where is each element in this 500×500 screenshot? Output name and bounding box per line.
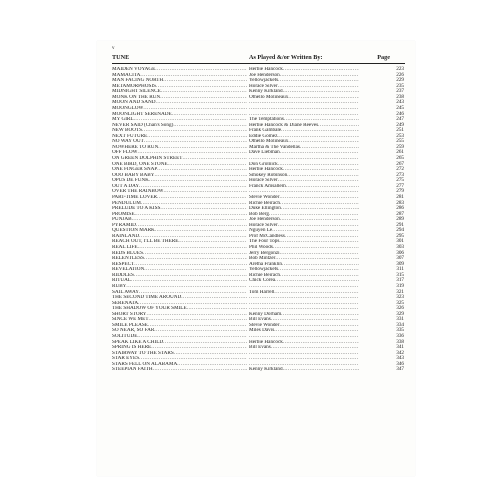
tune-title: REACH OUT, I'LL BE THERE ..... — [112, 239, 247, 245]
tune-artist: Horace Silver ..... — [249, 178, 359, 184]
tune-page-number: 261 — [387, 150, 404, 156]
tune-title: PENDULUM ..... — [112, 201, 247, 207]
tune-page-number: 311 — [387, 267, 404, 273]
tune-artist: Don Grolnick ..... — [249, 162, 359, 168]
tune-page-number: 272 — [387, 167, 404, 173]
tune-title: REAL LIFE ..... — [112, 245, 247, 251]
tune-page-number: 287 — [387, 212, 404, 218]
tune-title: STARS FELL ON ALABAMA ..... — [112, 362, 247, 368]
tune-page-number: 317 — [387, 278, 404, 284]
tune-title: MONK ON THE RUN ..... — [112, 95, 247, 101]
tune-page-number: 277 — [387, 184, 404, 190]
tune-page-number: 307 — [387, 256, 404, 262]
tune-artist: Kenny Kirkland ..... — [249, 89, 359, 95]
tune-artist: Othello Molineaux ..... — [249, 95, 359, 101]
tune-artist: Joe Henderson ..... — [249, 73, 359, 79]
tune-artist: Stevie Wonder ..... — [249, 195, 359, 201]
tune-artist: Horace Silver ..... — [249, 84, 359, 90]
tune-title: MAIDEN VOYAGE ..... — [112, 67, 247, 73]
tune-title: ONE BIRD, ONE STONE ..... — [112, 162, 247, 168]
tune-title: STAR EYES ..... — [112, 356, 247, 362]
tune-artist: Bob Berg ..... — [249, 212, 359, 218]
tune-artist: Othello Molineaux ..... — [249, 139, 359, 145]
tune-artist: Eddie Gomez ..... — [249, 134, 359, 140]
header-played-by: As Played &/or Written By: — [249, 54, 323, 61]
tune-title: SMILE PLEASE ..... — [112, 323, 247, 329]
tune-page-number: 226 — [387, 73, 404, 79]
tune-title: RELENTLESS ..... — [112, 256, 247, 262]
tune-page-number: 259 — [387, 145, 404, 151]
tune-artist: Chick Corea ..... — [249, 278, 359, 284]
tune-page-number: 294 — [387, 228, 404, 234]
tune-page-number: 247 — [387, 117, 404, 123]
tune-page-number: 237 — [387, 89, 404, 95]
tune-title: MOONGLOW ..... — [112, 106, 247, 112]
tune-page-number: 253 — [387, 134, 404, 140]
tune-page-number: 289 — [387, 217, 404, 223]
header-rule — [112, 63, 405, 64]
tune-title: OUT A DAY ..... — [112, 184, 247, 190]
tune-title: OFF FLOW ..... — [112, 150, 247, 156]
tune-title: PRELUDE TO A KISS ..... — [112, 206, 247, 212]
tune-page-number: 249 — [387, 123, 404, 129]
tune-artist: Herbie Hancock ..... — [249, 167, 359, 173]
tune-page-number: 342 — [387, 351, 404, 357]
tune-artist: Jerry Bergonzi ..... — [249, 251, 359, 257]
tune-title: ONE FINGER SNAP ..... — [112, 167, 247, 173]
tune-page-number: 267 — [387, 162, 404, 168]
tune-artist: Duke Ellington ..... — [249, 206, 359, 212]
tune-title: MIDNIGHT SILENCE ..... — [112, 89, 247, 95]
tune-title: QUESTION MARK ..... — [112, 228, 247, 234]
tune-artist: Yellowjackets ..... — [249, 78, 359, 84]
tune-title: MOON AND SAND ..... — [112, 100, 247, 106]
tune-page-number: 283 — [387, 201, 404, 207]
tune-page-number: 223 — [387, 67, 404, 73]
tune-title: SPRING IS HERE ..... — [112, 345, 247, 351]
tune-page-number: 246 — [387, 112, 404, 118]
tune-page-number: 273 — [387, 173, 404, 179]
tune-artist: The Temptations ..... — [249, 117, 359, 123]
tune-artist: Richie Beirach ..... — [249, 201, 359, 207]
tune-title: RESPECT ..... — [112, 262, 247, 268]
tune-page-number: 306 — [387, 251, 404, 257]
tune-artist: Nguyen Le ..... — [249, 228, 359, 234]
tune-page-number: 245 — [387, 106, 404, 112]
tune-title: OOO BABY BABY ..... — [112, 173, 247, 179]
tune-page-number: 229 — [387, 78, 404, 84]
tune-title: REDS BLUES ..... — [112, 251, 247, 257]
tune-page-number: 301 — [387, 239, 404, 245]
tune-title: NEW BOOTS ..... — [112, 128, 247, 134]
tune-page-number: 255 — [387, 139, 404, 145]
tune-artist: Bill Evans ..... — [249, 345, 359, 351]
tune-page-number: 286 — [387, 206, 404, 212]
tune-title: OVER THE RAINBOW ..... — [112, 189, 247, 195]
tune-artist: Stevie Wonder ..... — [249, 323, 359, 329]
tune-page-number: 329 — [387, 312, 404, 318]
tune-title: PROMISE ..... — [112, 212, 247, 218]
tune-page-number: 346 — [387, 362, 404, 368]
tune-title: PUNJAB ..... — [112, 217, 247, 223]
tune-page-number: 321 — [387, 290, 404, 296]
header-tune: TUNE — [112, 54, 130, 61]
tune-title: SPEAK LIKE A CHILD ..... — [112, 340, 247, 346]
tune-page-number: 309 — [387, 262, 404, 268]
tune-artist: Bill Evans ..... — [249, 317, 359, 323]
tune-title: SAIL AWAY ..... — [112, 290, 247, 296]
tune-page-number: 319 — [387, 284, 404, 290]
tune-title: OPUS DE FUNK ..... — [112, 178, 247, 184]
tune-title: MOONLIGHT SERENADE ..... — [112, 112, 247, 118]
tune-artist: Prof McCandless ..... — [249, 234, 359, 240]
tune-title: SINCE WE MET ..... — [112, 317, 247, 323]
tune-artist: Tom Harrell ..... — [249, 290, 359, 296]
header-page: Page — [377, 54, 390, 61]
tune-title: NEVER SAID (Chan's Song) ..... — [112, 123, 247, 129]
tune-title: REVELATION ..... — [112, 267, 247, 273]
tune-title: PYRAMID ..... — [112, 223, 247, 229]
tune-title: MAMACITA ..... — [112, 73, 247, 79]
tune-page-number: 343 — [387, 356, 404, 362]
tune-page-number: 279 — [387, 189, 404, 195]
tune-page-number: 325 — [387, 301, 404, 307]
tune-title: MAN FACING NORTH ..... — [112, 78, 247, 84]
tune-title: THE SHADOW OF YOUR SMILE ..... — [112, 306, 247, 312]
tune-title: RITUAL ..... — [112, 278, 247, 284]
tune-artist: Yellowjackets ..... — [249, 267, 359, 273]
tune-title: RUBY ..... — [112, 284, 247, 290]
tune-artist: Horace Silver ..... — [249, 223, 359, 229]
tune-title: RAINLAND ..... — [112, 234, 247, 240]
tune-page-number: 326 — [387, 306, 404, 312]
tune-title: STEEPIAN FAITH ..... — [112, 367, 247, 373]
tune-artist: Herbie Hancock ..... — [249, 67, 359, 73]
tune-title: SERENATA ..... — [112, 301, 247, 307]
tune-artist: Franck Amsallem ..... — [249, 184, 359, 190]
tune-page-number: 334 — [387, 323, 404, 329]
tune-page-number: 331 — [387, 317, 404, 323]
tune-artist: Joe Henderson ..... — [249, 217, 359, 223]
tune-artist: Smokey Robinson ..... — [249, 173, 359, 179]
tune-page-number: 303 — [387, 245, 404, 251]
tune-title: NO WAY OUT ..... — [112, 139, 247, 145]
tune-page-number: 243 — [387, 100, 404, 106]
tune-title: SO NEAR, SO FAR ..... — [112, 328, 247, 334]
tune-page-number: 265 — [387, 156, 404, 162]
tune-page-number: 335 — [387, 328, 404, 334]
tune-artist: Dave Liebman ..... — [249, 150, 359, 156]
tune-page-number: 338 — [387, 340, 404, 346]
tune-page-number: 291 — [387, 223, 404, 229]
tune-title: THE SECOND TIME AROUND ..... — [112, 295, 247, 301]
tune-page-number: 238 — [387, 95, 404, 101]
tune-artist: Martha & The Vandellas ..... — [249, 145, 359, 151]
tune-page-number: 336 — [387, 334, 404, 340]
tune-title: RIDDLES ..... — [112, 273, 247, 279]
tune-artist: Herbie Hancock ..... — [249, 340, 359, 346]
tune-page-number: 235 — [387, 84, 404, 90]
tune-page-number: 347 — [387, 367, 404, 373]
tune-artist: Richie Beirach ..... — [249, 273, 359, 279]
tune-title: NOWHERE TO RUN ..... — [112, 145, 247, 151]
list-item — [112, 367, 405, 373]
page-numeral: v — [112, 46, 115, 51]
tune-artist: Aretha Franklin ..... — [249, 262, 359, 268]
tune-page-number: 275 — [387, 178, 404, 184]
tune-title: STAIRWAY TO THE STARS ..... — [112, 351, 247, 357]
tune-page-number: 251 — [387, 128, 404, 134]
tune-page-number: 341 — [387, 345, 404, 351]
tune-artist: Kenny Dorham ..... — [249, 312, 359, 318]
tune-artist: Phil Woods ..... — [249, 245, 359, 251]
tune-artist: Frank Gambale ..... — [249, 128, 359, 134]
tune-artist: Miles Davis ..... — [249, 328, 359, 334]
tune-artist: Kenny Kirkland ..... — [249, 367, 359, 373]
tune-page-number: 315 — [387, 273, 404, 279]
table-header — [112, 53, 402, 62]
tune-artist: Bob Mintzer ..... — [249, 256, 359, 262]
tune-index-list — [112, 67, 405, 373]
tune-artist: The Four Tops ..... — [249, 239, 359, 245]
tune-artist: Herbie Hancock & Diane Reeves ..... — [249, 123, 359, 129]
tune-title: PART-TIME LOVER ..... — [112, 195, 247, 201]
tune-title: SHORT STORY ..... — [112, 312, 247, 318]
tune-title: SOLITUDE ..... — [112, 334, 247, 340]
tune-page-number: 323 — [387, 295, 404, 301]
tune-title: MY GIRL ..... — [112, 117, 247, 123]
tune-title: NEXT FUTURE ..... — [112, 134, 247, 140]
tune-page-number: 281 — [387, 195, 404, 201]
tune-page-number: 295 — [387, 234, 404, 240]
tune-title: METAMORPHOSIS ..... — [112, 84, 247, 90]
tune-title: ON GREEN DOLPHIN STREET ..... — [112, 156, 247, 162]
